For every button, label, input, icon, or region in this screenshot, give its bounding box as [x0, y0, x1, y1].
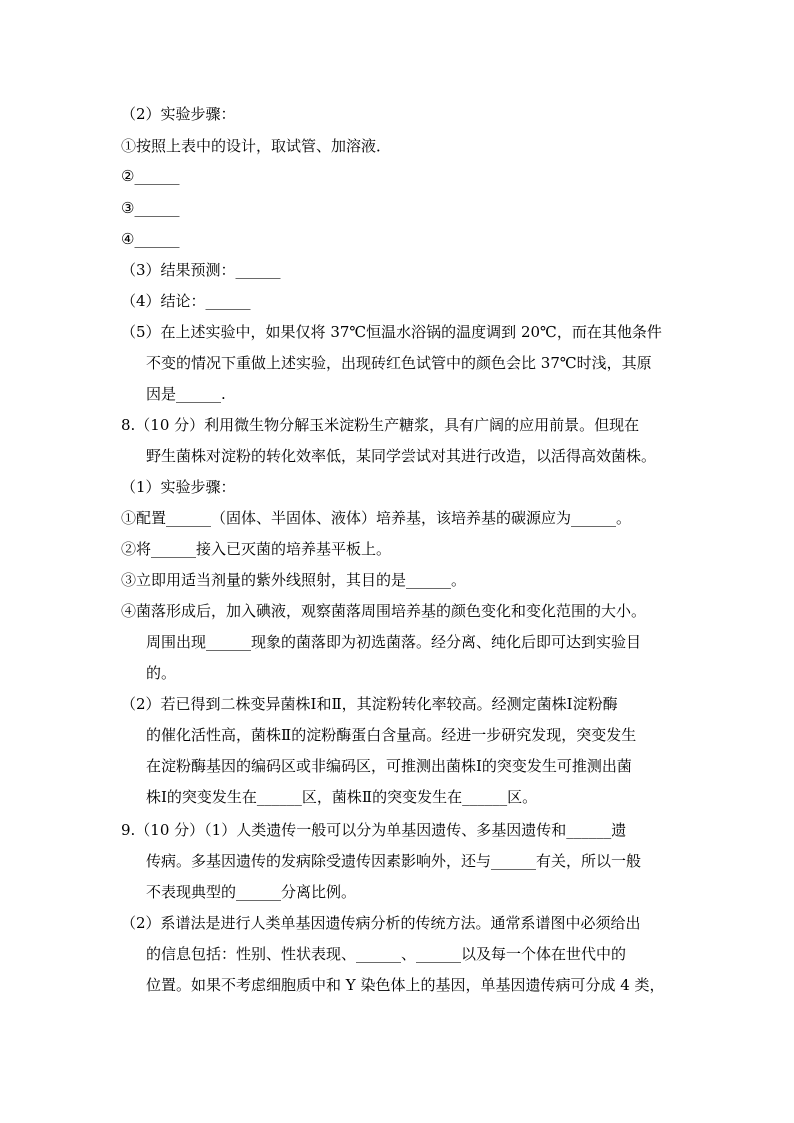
text-line: 因是______. [146, 385, 226, 403]
text-line: ①配置______（固体、半固体、液体）培养基，该培养基的碳源应为______。 [121, 509, 632, 527]
text-line: （2）若已得到二株变异菌株Ⅰ和Ⅱ，其淀粉转化率较高。经测定菌株Ⅰ淀粉酶 [121, 695, 618, 713]
text-line: ③______ [121, 199, 180, 217]
text-line: 的。 [146, 664, 177, 682]
text-line: （3）结果预测：______ [121, 261, 281, 279]
question-9-line: 9.（10 分）（1）人类遗传一般可以分为单基因遗传、多基因遗传和______遗 [121, 821, 627, 839]
text-line: ①按照上表中的设计，取试管、加溶液． [121, 137, 392, 155]
question-8-line: 8.（10 分）利用微生物分解玉米淀粉生产糖浆，具有广阔的应用前景。但现在 [121, 416, 640, 434]
text-line: ④______ [121, 230, 180, 248]
text-line: （1）实验步骤： [121, 478, 236, 496]
text-line: 传病。多基因遗传的发病除受遗传因素影响外，还与______有关，所以一般 [146, 852, 642, 870]
text-line: 在淀粉酶基因的编码区或非编码区，可推测出菌株Ⅰ的突变发生可推测出菌 [146, 757, 632, 775]
text-line: 野生菌株对淀粉的转化效率低，某同学尝试对其进行改造，以活得高效菌株。 [146, 447, 657, 465]
text-line: ③立即用适当剂量的紫外线照射，其目的是______。 [121, 571, 467, 589]
text-line: 的信息包括：性别、性状表现、______、______以及每一个体在世代中的 [146, 945, 627, 963]
text-line: ②______ [121, 167, 180, 185]
text-line: 位置。如果不考虑细胞质中和 Y 染色体上的基因，单基因遗传病可分成 4 类， [146, 976, 665, 994]
text-line: （4）结论：______ [121, 292, 251, 310]
text-line: ④菌落形成后，加入碘液，观察菌落周围培养基的颜色变化和变化范围的大小。 [121, 602, 647, 620]
text-line: 不变的情况下重做上述实验，出现砖红色试管中的颜色会比 37℃时浅，其原 [146, 354, 652, 372]
text-line: 的催化活性高，菌株Ⅱ的淀粉酶蛋白含量高。经进一步研究发现，突变发生 [146, 726, 637, 744]
text-line: （2）实验步骤： [121, 105, 236, 123]
text-line: 不表现典型的______分离比例。 [146, 883, 357, 901]
text-line: （2）系谱法是进行人类单基因遗传病分析的传统方法。通常系谱图中必须给出 [121, 914, 641, 932]
text-line: 周围出现______现象的菌落即为初选菌落。经分离、纯化后即可达到实验目 [146, 633, 642, 651]
text-line: 株Ⅰ的突变发生在______区，菌株Ⅱ的突变发生在______区。 [146, 788, 538, 806]
text-line: （5）在上述实验中，如果仅将 37℃恒温水浴锅的温度调到 20℃，而在其他条件 [121, 323, 662, 341]
text-line: ②将______接入已灭菌的培养基平板上。 [121, 540, 392, 558]
